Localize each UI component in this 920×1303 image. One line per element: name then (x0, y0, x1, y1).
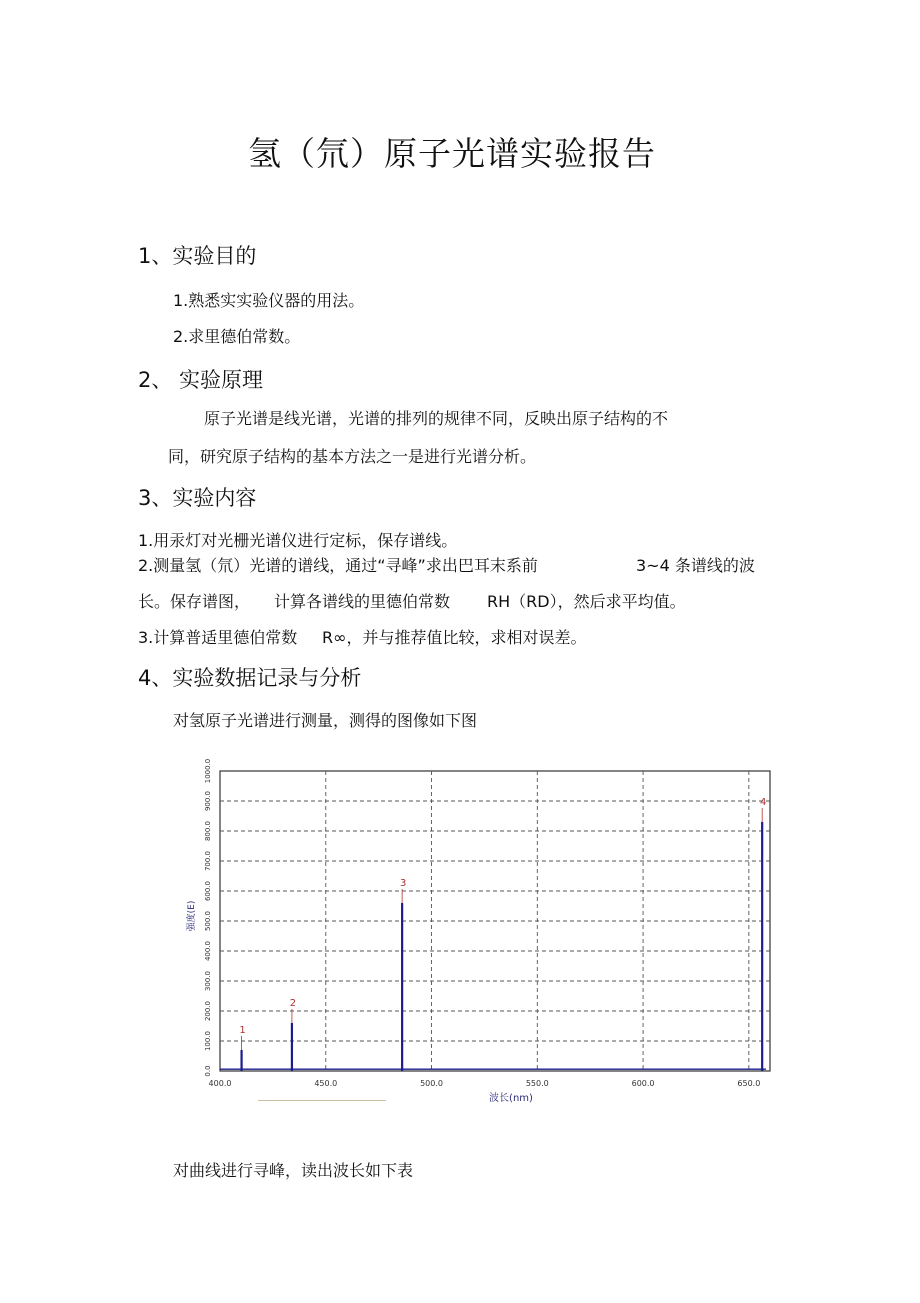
x-tick-label: 500.0 (420, 1079, 443, 1088)
content-line-4a: 3.计算普适里德伯常数 (138, 628, 298, 647)
y-tick-label: 1000.0 (204, 758, 212, 784)
objective-1: 1.熟悉实实验仪器的用法。 (173, 291, 365, 310)
y-tick-label: 100.0 (204, 1030, 212, 1052)
y-tick-label: 200.0 (204, 1000, 212, 1022)
y-tick-label: 600.0 (204, 880, 212, 902)
y-tick-label: 300.0 (204, 970, 212, 992)
peak-label-1: 1 (239, 1025, 246, 1036)
peak-label-4: 4 (759, 797, 767, 808)
y-tick-label: 800.0 (204, 820, 212, 842)
x-tick-label: 600.0 (631, 1079, 655, 1088)
legend-box-line (258, 1100, 386, 1101)
y-tick-label: 0.0 (204, 1065, 212, 1077)
chart-background (172, 738, 812, 1110)
spectrum-chart (172, 738, 812, 1110)
content-line-3a: 长。保存谱图， (138, 592, 251, 611)
y-tick-label: 900.0 (204, 790, 212, 812)
chart-intro: 对氢原子光谱进行测量，测得的图像如下图 (173, 711, 478, 730)
y-tick-label: 500.0 (204, 910, 212, 932)
y-axis-label: 强度(E) (187, 900, 197, 932)
objective-2: 2.求里德伯常数。 (173, 327, 301, 346)
section-4-heading: 4、实验数据记录与分析 (138, 666, 362, 690)
content-line-2b: 3~4 条谱线的波 (636, 556, 755, 575)
content-line-1: 1.用汞灯对光栅光谱仪进行定标，保存谱线。 (138, 531, 458, 550)
peak-label-2: 2 (289, 998, 297, 1009)
x-tick-label: 650.0 (737, 1079, 761, 1088)
principle-line-1: 原子光谱是线光谱，光谱的排列的规律不同，反映出原子结构的不 (204, 409, 669, 428)
content-line-3b: 计算各谱线的里德伯常数 (274, 592, 451, 611)
x-tick-label: 550.0 (525, 1079, 549, 1088)
principle-line-2: 同，研究原子结构的基本方法之一是进行光谱分析。 (168, 447, 537, 466)
x-tick-label: 450.0 (314, 1079, 338, 1088)
content-line-2a: 2.测量氢（氘）光谱的谱线，通过“寻峰”求出巴耳末系前 (138, 556, 538, 575)
y-tick-label: 400.0 (204, 940, 212, 962)
section-1-heading: 1、实验目的 (138, 244, 257, 268)
peak-search-text: 对曲线进行寻峰，读出波长如下表 (173, 1161, 414, 1180)
y-tick-label: 700.0 (204, 850, 212, 872)
section-3-heading: 3、实验内容 (138, 486, 257, 510)
peak-label-3: 3 (399, 878, 407, 889)
x-tick-label: 400.0 (208, 1079, 232, 1088)
content-line-3c: RH（RD），然后求平均值。 (487, 592, 686, 611)
x-axis-label: 波长(nm) (489, 1093, 533, 1104)
document-title: 氢（氘）原子光谱实验报告 (248, 134, 656, 173)
section-2-heading: 2、 实验原理 (138, 368, 264, 392)
content-line-4b: R∞，并与推荐值比较，求相对误差。 (322, 628, 587, 647)
